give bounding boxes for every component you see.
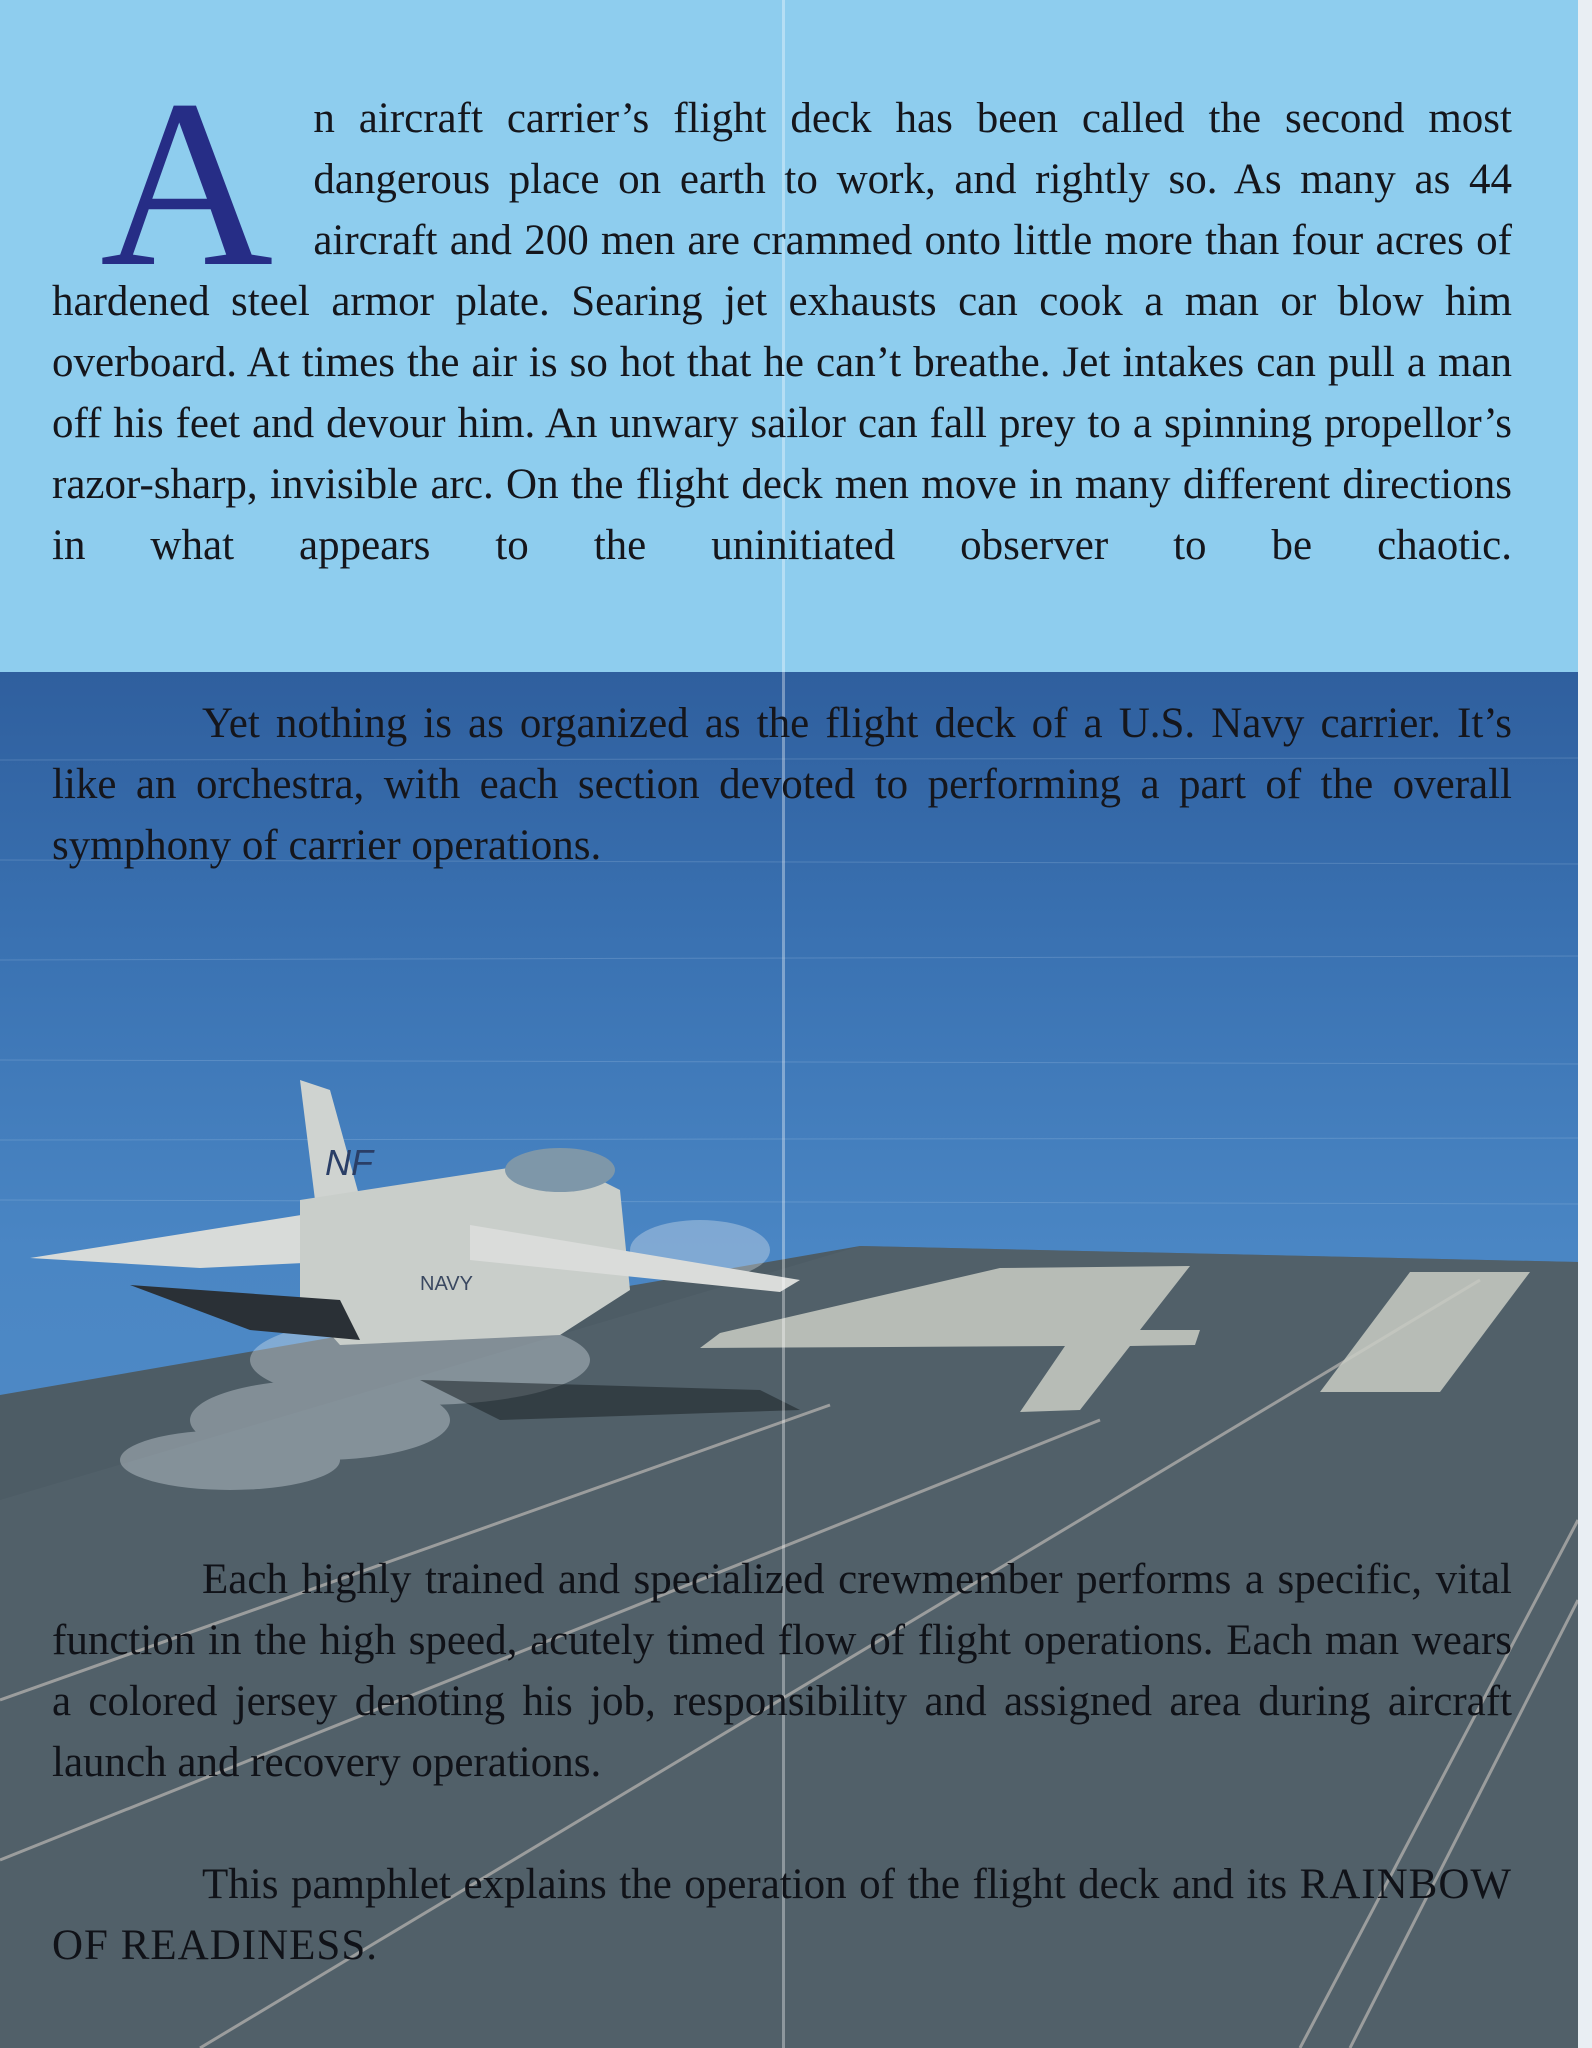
drop-cap-letter: A (100, 50, 274, 316)
page-edge (1578, 0, 1592, 2048)
svg-text:NAVY: NAVY (420, 1273, 473, 1295)
svg-text:NF: NF (325, 1142, 373, 1183)
closing-text: This pamphlet explains the operation of the flight deck and its (202, 1861, 1288, 1908)
crewmember-paragraph: Each highly trained and specialized crewmember performs a specific, vital function in the high speed, acutely timed flow of flight operations. Each man wears a colored jersey denoting his job, responsibility and assigned area during aircraft launch and recovery operations. (52, 1556, 1512, 1786)
intro-paragraph (52, 50, 1512, 576)
orchestra-paragraph: Yet nothing is as organized as the flight deck of a U.S. Navy carrier. It’s like an orchestra, with each section devoted to performing a part of the overall symphony of carrier operations. (52, 700, 1512, 869)
rainbow-of-readiness-text: RAINBOW OF READINESS. (52, 1861, 1512, 1969)
closing-paragraph (52, 1854, 1512, 1976)
intro-text: n aircraft carrier’s flight deck has been called the second most dangerous place on earth to work, and rightly so. As many as 44 aircraft and 200 men are crammed onto little more than four acres of hardened steel armor plate. Searing jet exhausts can cook a man or blow him overboard. At times the air is so hot that he can’t breathe. Jet intakes can pull a man off his feet and devour him. An unwary sailor can fall prey to a spinning propellor’s razor-sharp, invisible arc. On the flight deck men move in many different directions in what appears to the uninitiated observer to be chaotic. (52, 95, 1512, 569)
